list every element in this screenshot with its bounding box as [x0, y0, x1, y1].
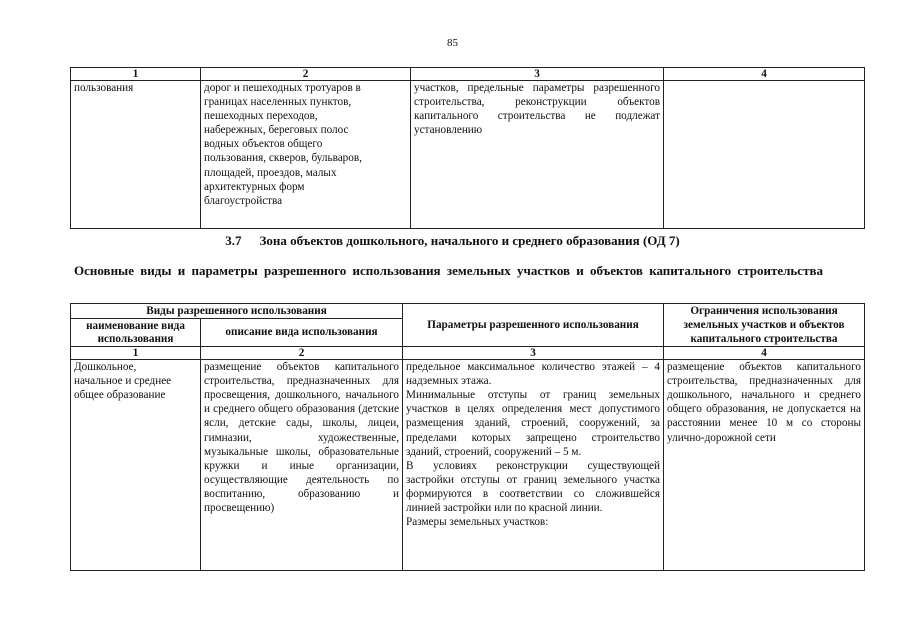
parameter-paragraph: В условиях реконструкции существующей застройки отступы от границ земельного участка формируются в соответствии со сложившейся линией застройки или по красной линии. — [406, 459, 661, 515]
use-description-cell — [201, 81, 411, 229]
restrictions-cell — [664, 81, 865, 229]
header-row — [71, 304, 865, 319]
column-number: 1 — [71, 347, 201, 360]
text-line: общее образование — [74, 389, 166, 402]
table-row — [71, 81, 865, 229]
column-number-row — [71, 347, 865, 360]
header-use-name: наименование вида использования — [71, 319, 201, 347]
text-line: набережных, береговых полос — [204, 124, 349, 137]
table-row — [71, 360, 865, 571]
parameter-paragraph: Минимальные отступы от границ земельных участков в целях определения мест допустимого размещения зданий, строений, сооружений, за пределами которых запрещено строительство зданий, строений, сооружений – 5 м. — [406, 389, 661, 458]
text-line: границах населенных пунктов, — [204, 96, 352, 109]
text-line: площадей, проездов, малых — [204, 166, 337, 179]
header-use-description: описание вида использования — [201, 319, 403, 347]
text-line: начальное и среднее — [74, 375, 172, 388]
column-number: 3 — [403, 347, 664, 360]
text-line: Дошкольное, — [74, 361, 137, 374]
column-number: 2 — [201, 347, 403, 360]
continued-table — [70, 67, 865, 229]
use-description-cell: размещение объектов капитального строительства, предназначенных для просвещения, дошкольного, начального и среднего общего образования (детские ясли, детские сады, школы, лицеи, гимназии, художественные, музыкальные школы, образовательные кружки и иные организации, осуществляющие деятельность по воспитанию, образованию и просвещению) — [201, 360, 403, 571]
parameter-paragraph: предельное максимальное количество этажей – 4 надземных этажа. — [406, 361, 661, 388]
section-number: 3.7 — [225, 233, 242, 248]
column-number: 4 — [664, 347, 865, 360]
zone-od7-table — [70, 303, 865, 571]
text-line: пользования, скверов, бульваров, — [204, 152, 362, 165]
use-name-cell: пользования — [71, 81, 201, 229]
parameters-cell — [403, 360, 664, 571]
column-number-row — [71, 68, 865, 81]
section-heading — [0, 233, 905, 249]
use-name-cell — [71, 360, 201, 571]
page-number: 85 — [447, 37, 458, 49]
column-number: 3 — [411, 68, 664, 81]
column-number: 2 — [201, 68, 411, 81]
header-parameters: Параметры разрешенного использования — [403, 304, 664, 347]
subheading: Основные виды и параметры разрешенного использования земельных участков и объектов капитального строительства — [74, 263, 823, 278]
text-line: дорог и пешеходных тротуаров в — [204, 82, 361, 94]
text-line: водных объектов общего — [204, 138, 323, 151]
text-line: пешеходных переходов, — [204, 110, 318, 123]
restrictions-cell: размещение объектов капитального строительства, предназначенных для дошкольного, начального и среднего общего образования, не допускается на расстоянии менее 10 м со стороны улично-дорожной сети — [664, 360, 865, 571]
column-number: 4 — [664, 68, 865, 81]
section-title: Зона объектов дошкольного, начального и среднего образования (ОД 7) — [259, 233, 680, 248]
parameters-cell: участков, предельные параметры разрешенного строительства, реконструкции объектов капитального строительства не подлежат установлению — [411, 81, 664, 229]
parameter-paragraph: Размеры земельных участков: — [406, 516, 549, 529]
column-number: 1 — [71, 68, 201, 81]
text-line: благоустройства — [204, 194, 283, 207]
text-line: архитектурных форм — [204, 180, 305, 193]
header-restrictions: Ограничения использования земельных участков и объектов капитального строительства — [664, 304, 865, 347]
header-group-cell: Виды разрешенного использования — [71, 304, 403, 319]
